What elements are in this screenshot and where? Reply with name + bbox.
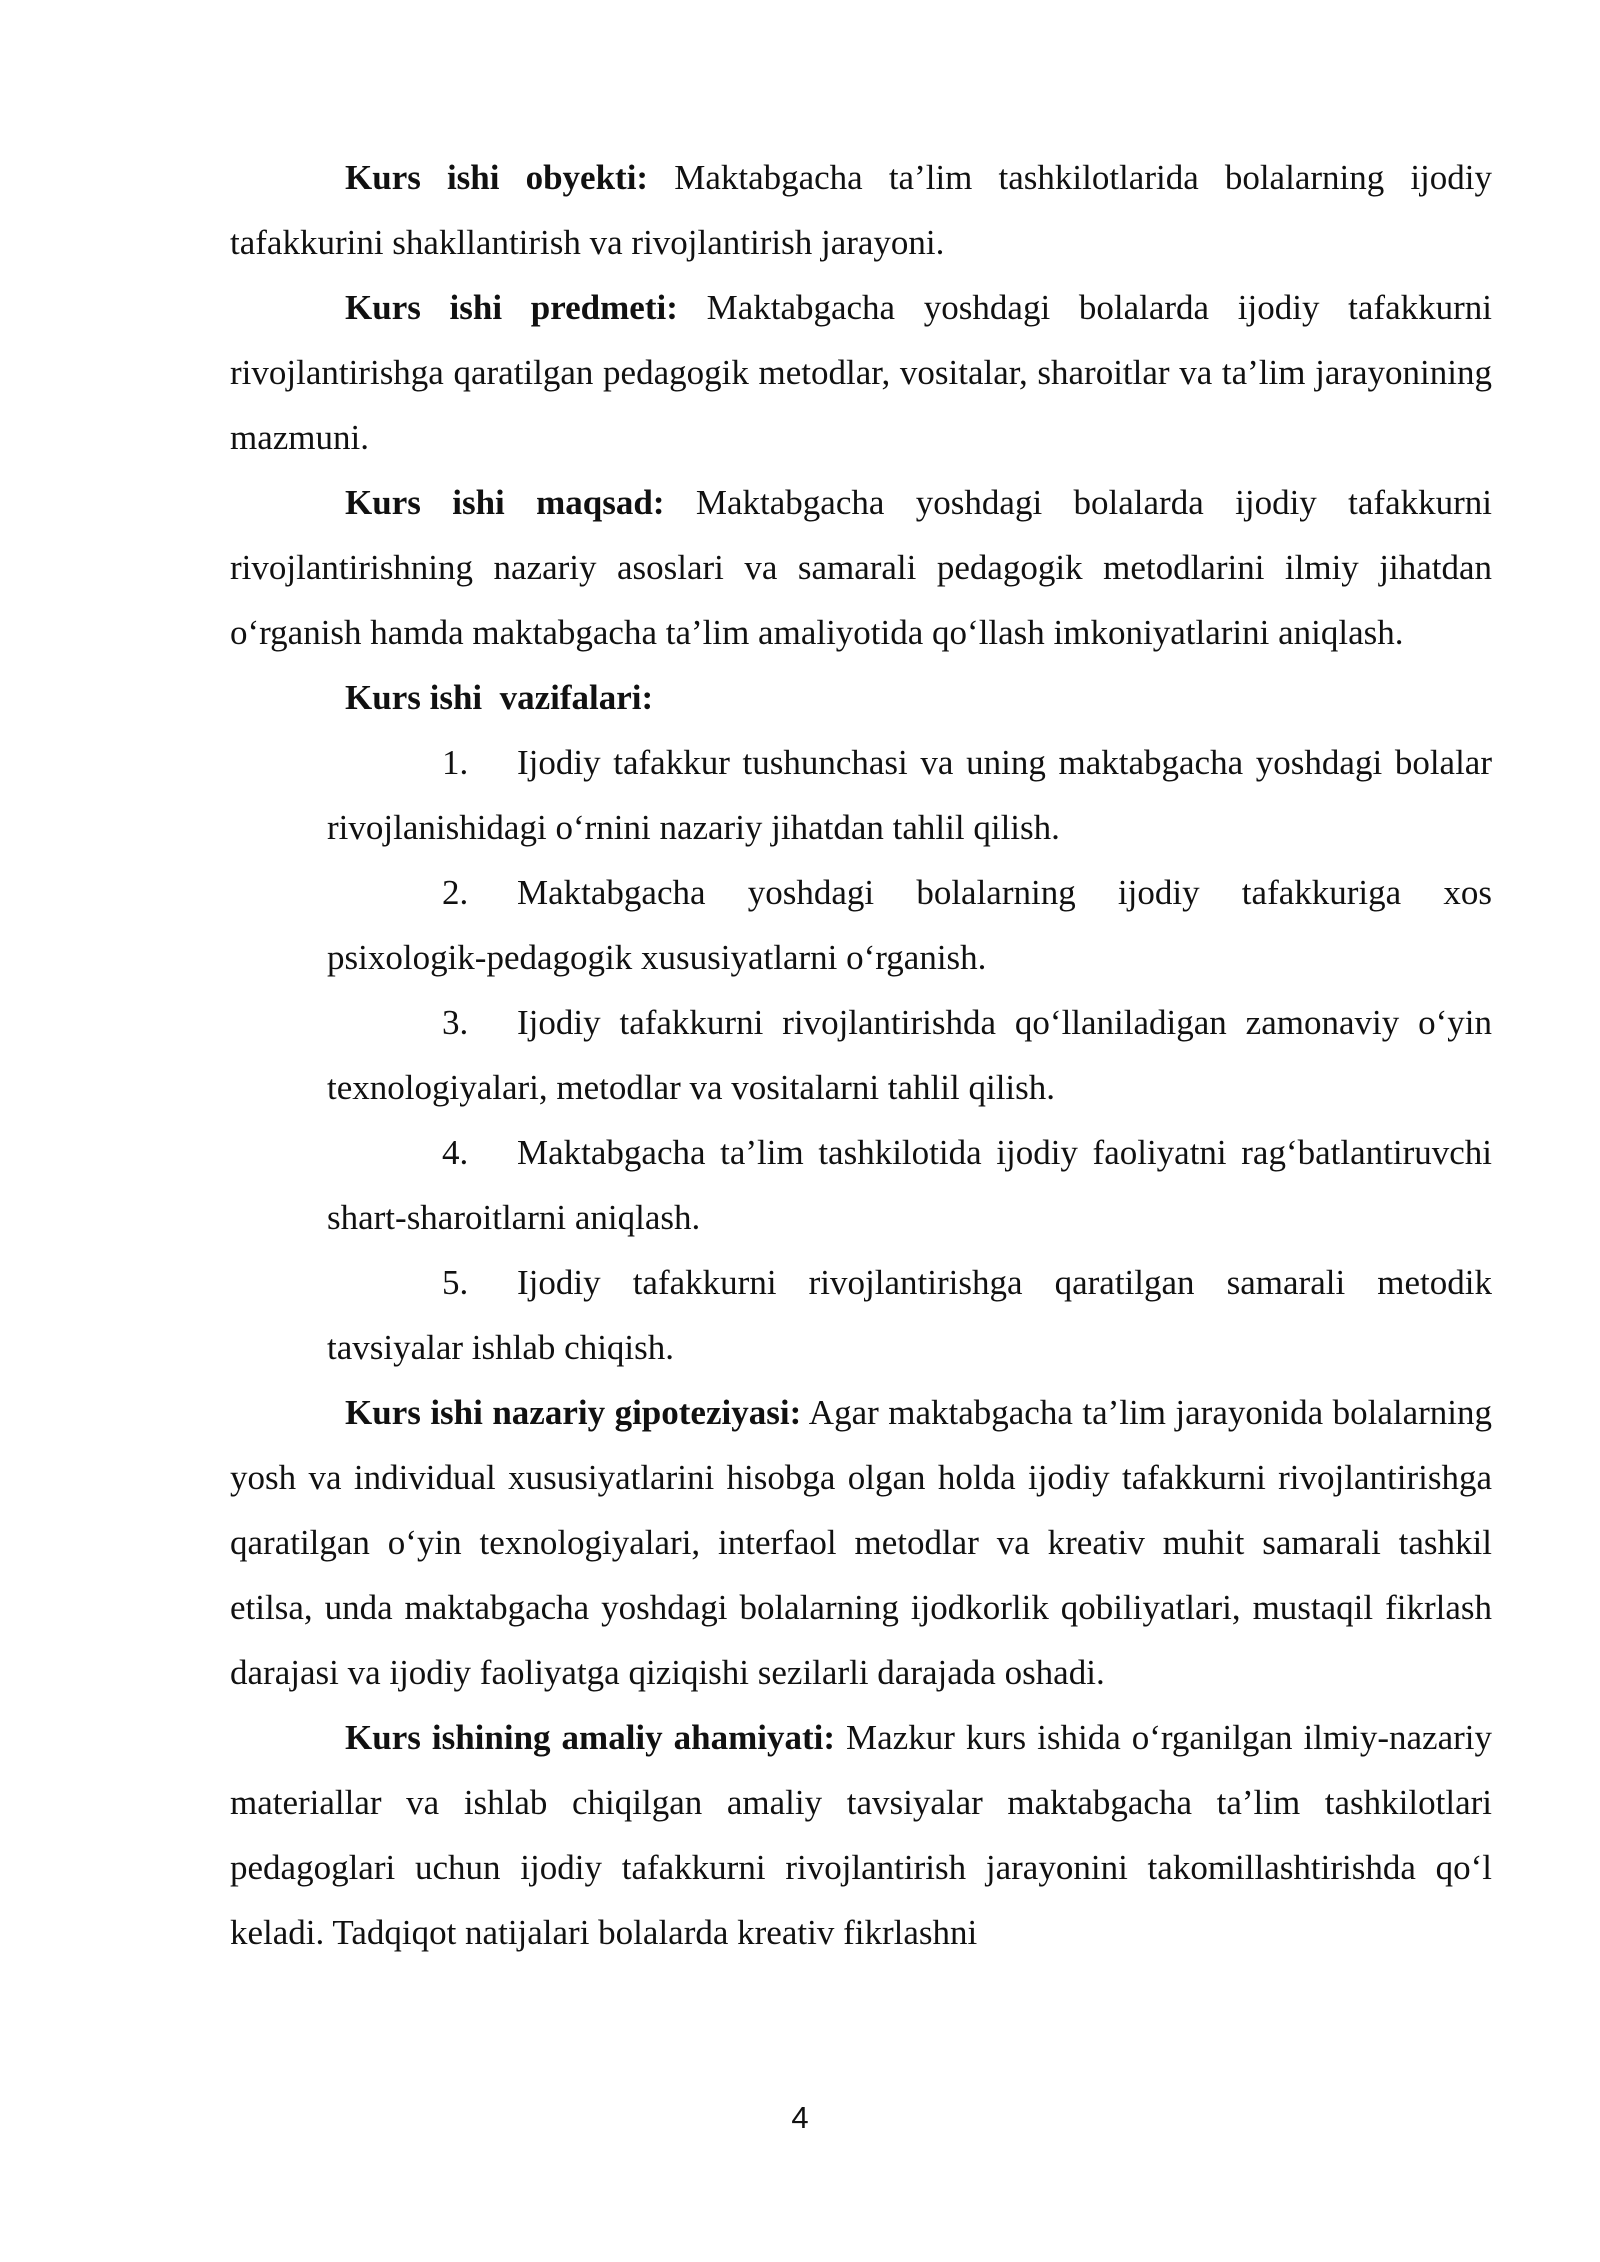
list-item-number: 3.: [442, 1003, 469, 1042]
list-item: [327, 990, 1492, 1120]
list-item-number: 1.: [442, 743, 469, 782]
significance-text: Mazkur kurs ishida o‘rganilgan ilmiy-nazariy materiallar va ishlab chiqilgan amaliy tavsiyalar maktabgacha ta’lim tashkilotlari pedagoglari uchun ijodiy tafakkurni rivojlantirish jarayonini takomillashtirishda qo‘l keladi. Tadqiqot natijalari bolalarda kreativ fikrlashni: [230, 1718, 1492, 1952]
list-item-number: 4.: [442, 1133, 469, 1172]
list-item-number: 2.: [442, 873, 469, 912]
page-number: 4: [791, 2100, 809, 2135]
hypothesis-text: Agar maktabgacha ta’lim jarayonida bolalarning yosh va individual xususiyatlarini hisobga olgan holda ijodiy tafakkurni rivojlantirishga qaratilgan o‘yin texnologiyalari, interfaol metodlar va kreativ muhit samarali tashkil etilsa, unda maktabgacha yoshdagi bolalarning ijodkorlik qobiliyatlari, mustaqil fikrlash darajasi va ijodiy faoliyatga qiziqishi sezilarli darajada oshadi.: [230, 1393, 1493, 1692]
object-paragraph: [230, 145, 1492, 275]
list-item: [327, 1120, 1492, 1250]
hypothesis-paragraph: [230, 1380, 1492, 1705]
list-item-text: Ijodiy tafakkur tushunchasi va uning maktabgacha yoshdagi bolalar rivojlanishidagi o‘rnini nazariy jihatdan tahlil qilish.: [327, 743, 1492, 847]
tasks-list: [230, 730, 1492, 1380]
list-item-text: Maktabgacha ta’lim tashkilotida ijodiy faoliyatni rag‘batlantiruvchi shart-sharoitlarni aniqlash.: [327, 1133, 1492, 1237]
object-text: Maktabgacha ta’lim tashkilotlarida bolalarning ijodiy tafakkurini shakllantirish va rivojlantirish jarayoni.: [230, 158, 1493, 262]
tasks-heading-paragraph: [230, 665, 1492, 730]
list-item: [327, 860, 1492, 990]
list-item-text: Ijodiy tafakkurni rivojlantirishda qo‘llaniladigan zamonaviy o‘yin texnologiyalari, metodlar va vositalarni tahlil qilish.: [327, 1003, 1492, 1107]
list-item-text: Maktabgacha yoshdagi bolalarning ijodiy tafakkuriga xos psixologik-pedagogik xususiyatlarni o‘rganish.: [327, 873, 1492, 977]
object-label: Kurs ishi obyekti:: [345, 158, 649, 197]
list-item: [327, 730, 1492, 860]
subject-label: Kurs ishi predmeti:: [345, 288, 678, 327]
subject-text: Maktabgacha yoshdagi bolalarda ijodiy tafakkurni rivojlantirishga qaratilgan pedagogik metodlar, vositalar, sharoitlar va ta’lim jarayonining mazmuni.: [230, 288, 1492, 457]
goal-paragraph: [230, 470, 1492, 665]
goal-label: Kurs ishi maqsad:: [345, 483, 665, 522]
list-item-number: 5.: [442, 1263, 469, 1302]
tasks-heading: Kurs ishi vazifalari:: [345, 678, 654, 717]
list-item: [327, 1250, 1492, 1380]
goal-text: Maktabgacha yoshdagi bolalarda ijodiy tafakkurni rivojlantirishning nazariy asoslari va samarali pedagogik metodlarini ilmiy jihatdan o‘rganish hamda maktabgacha ta’lim amaliyotida qo‘llash imkoniyatlarini aniqlash.: [230, 483, 1493, 652]
page-content: [230, 145, 1492, 1965]
significance-paragraph: [230, 1705, 1492, 1965]
hypothesis-label: Kurs ishi nazariy gipoteziyasi:: [345, 1393, 802, 1432]
significance-label: Kurs ishining amaliy ahamiyati:: [345, 1718, 836, 1757]
list-item-text: Ijodiy tafakkurni rivojlantirishga qaratilgan samarali metodik tavsiyalar ishlab chiqish.: [327, 1263, 1492, 1367]
subject-paragraph: [230, 275, 1492, 470]
